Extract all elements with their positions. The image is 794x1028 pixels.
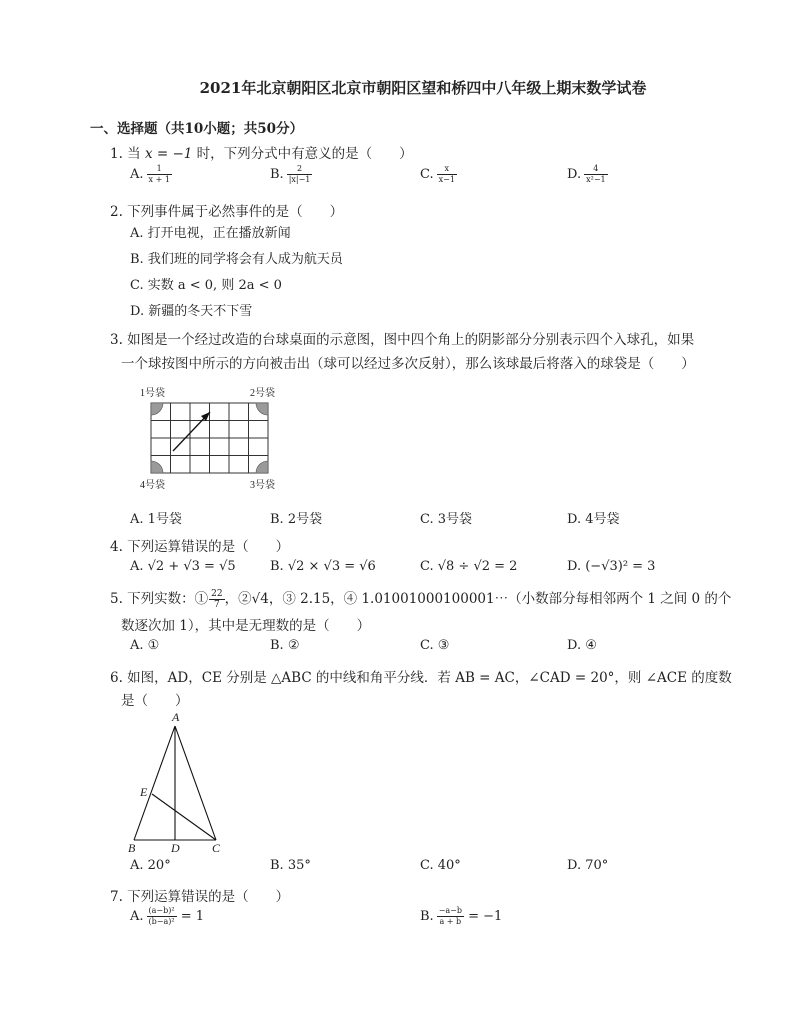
q1-b-numerator: 2 [287,164,313,175]
table-grid [151,403,268,473]
q7-option-b-fraction [437,906,464,927]
q7-a-numerator: (a−b)² [148,906,175,915]
q5-stem-suffix: ，②√4，③ 2.15，④ 1.01001000100001⋯（小数部分每相邻两个 1 之间 0 的个 [224,591,732,607]
q1-a-numerator: 1 [147,164,172,175]
q1-d-denominator: x²−1 [586,175,606,184]
q4-option-d[interactable]: D. (−√3)² = 3 [567,559,656,574]
pocket-4-label: 4号袋 [140,480,165,491]
vertex-c-label: C [212,841,221,855]
q1-stem-suffix: 时，下列分式中有意义的是（ ） [192,146,413,162]
q1-option-a[interactable] [130,164,172,185]
q4-option-c[interactable]: C. √8 ÷ √2 = 2 [420,559,518,574]
pocket-3 [256,461,268,473]
question-5-stem-line1 [110,587,731,610]
triangle-figure [120,710,230,856]
q1-option-c-label: C. [420,167,434,182]
q1-d-numerator: 4 [584,164,608,175]
q7-option-b[interactable] [420,906,502,927]
q7-option-a-fraction [147,906,177,927]
question-1-stem [110,142,413,162]
q1-b-denominator: |x|−1 [288,175,311,184]
q5-option-b[interactable]: B. ② [270,638,300,653]
q1-option-d[interactable] [567,164,608,185]
question-6-stem-line1: 6. 如图，AD，CE 分别是 △ABC 的中线和角平分线．若 AB = AC，∠CAD = 20°，则 ∠ACE 的度数 [110,670,732,686]
q3-option-c[interactable]: C. 3号袋 [420,512,473,527]
q7-option-a[interactable] [130,906,204,927]
question-6-stem-line2: 是（ ） [121,693,189,709]
q2-option-d[interactable]: D. 新疆的冬天不下雪 [130,304,253,319]
q7-b-numerator: −a−b [438,906,462,915]
q7-b-denominator: a + b [439,917,462,926]
pocket-3-label: 3号袋 [250,480,275,491]
q5-fraction [209,589,224,610]
section-heading: 一、选择题（共10小题；共50分） [90,121,304,137]
q1-option-a-fraction [147,164,172,185]
q4-option-a[interactable]: A. √2 + √3 = √5 [130,559,236,574]
q1-option-b-label: B. [270,167,284,182]
q1-option-d-label: D. [567,167,582,182]
q2-option-a[interactable]: A. 打开电视，正在播放新闻 [130,226,291,241]
q2-option-b[interactable]: B. 我们班的同学将会有人成为航天员 [130,252,343,267]
vertex-a-label: A [172,710,180,724]
q7-option-a-label: A. [130,909,144,924]
question-4-stem: 4. 下列运算错误的是（ ） [110,539,290,555]
q1-option-b[interactable] [270,164,312,185]
point-e-label: E [140,785,148,799]
question-2-stem: 2. 下列事件属于必然事件的是（ ） [110,204,344,220]
q1-c-numerator: x [437,164,457,175]
q1-option-a-label: A. [130,167,144,182]
pocket-1-label: 1号袋 [140,388,165,399]
q6-option-a[interactable]: A. 20° [130,858,171,873]
billiard-table-figure [130,382,290,494]
pocket-4 [151,461,163,473]
q7-option-b-label: B. [420,909,434,924]
q5-option-d[interactable]: D. ④ [567,638,597,653]
question-3-stem-line1: 3. 如图是一个经过改造的台球桌面的示意图，图中四个角上的阴影部分分别表示四个入球孔，如果 [110,332,695,348]
q1-option-c-fraction [437,164,457,185]
q5-stem-prefix: 5. 下列实数：① [110,591,209,607]
q1-stem-prefix: 1. 当 [110,146,145,162]
q7-a-result: = 1 [176,909,205,924]
triangle-lines [134,726,216,840]
q6-option-c[interactable]: C. 40° [420,858,461,873]
question-5-stem-line2: 数逐次加 1），其中是无理数的是（ ） [121,618,371,634]
pocket-2-label: 2号袋 [250,388,275,399]
q3-option-b[interactable]: B. 2号袋 [270,512,323,527]
q2-option-c[interactable]: C. 实数 a < 0, 则 2a < 0 [130,278,282,293]
q1-option-c[interactable] [420,164,457,185]
q5-fraction-denominator: 7 [214,600,220,610]
q1-stem-var: x = −1 [144,146,193,162]
q4-option-b[interactable]: B. √2 × √3 = √6 [270,559,376,574]
page-title: 2021年北京朝阳区北京市朝阳区望和桥四中八年级上期末数学试卷 [199,79,647,97]
q1-option-d-fraction [584,164,608,185]
q1-a-denominator: x + 1 [148,175,170,184]
q5-option-a[interactable]: A. ① [130,638,160,653]
question-7-stem: 7. 下列运算错误的是（ ） [110,889,290,905]
q1-c-denominator: x−1 [438,175,455,184]
q7-a-denominator: (b−a)² [148,917,175,926]
q3-option-d[interactable]: D. 4号袋 [567,512,620,527]
q6-option-d[interactable]: D. 70° [567,858,609,873]
q6-option-b[interactable]: B. 35° [270,858,311,873]
q5-fraction-numerator: 22 [211,589,223,599]
pocket-2 [256,403,268,415]
q7-b-result: = −1 [463,909,503,924]
point-d-label: D [171,841,180,855]
q3-option-a[interactable]: A. 1号袋 [130,512,182,527]
question-3-stem-line2: 一个球按图中所示的方向被击出（球可以经过多次反射），那么该球最后将落入的球袋是（ ） [121,356,695,372]
q5-option-c[interactable]: C. ③ [420,638,450,653]
pocket-1 [151,403,163,415]
q1-option-b-fraction [287,164,313,185]
vertex-b-label: B [128,841,136,855]
